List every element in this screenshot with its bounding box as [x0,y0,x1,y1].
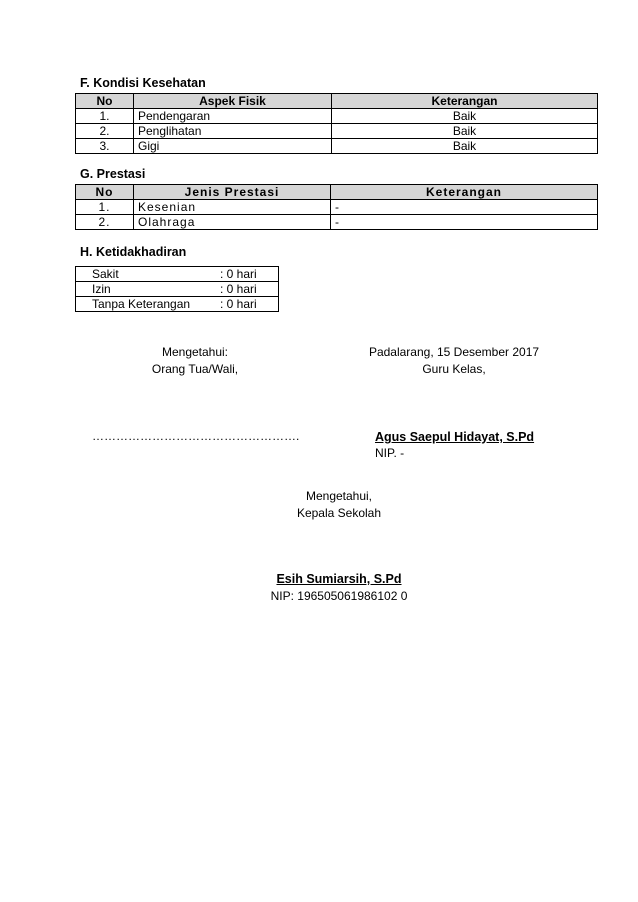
absence-label: Izin [92,282,111,296]
section-f-heading: F. Kondisi Kesehatan [80,76,206,90]
absence-value: : 0 hari [220,267,257,281]
column-header: Keterangan [331,185,598,200]
headmaster-title-line2: Kepala Sekolah [296,506,382,520]
column-header: No [76,94,134,109]
table-cell: 1. [76,200,134,215]
table-cell: Kesenian [134,200,331,215]
section-h-heading: H. Ketidakhadiran [80,245,187,259]
table-cell: - [331,215,598,230]
parent-title-line1: Mengetahui: [161,345,229,359]
health-table [75,93,598,154]
parent-title-line2: Orang Tua/Wali, [151,362,239,376]
parent-signature-block [120,344,270,378]
table-cell: Olahraga [134,215,331,230]
table-cell: Gigi [134,139,332,154]
table-cell: Pendengaran [134,109,332,124]
parent-signature-line: ……………………………………………. [92,429,300,443]
headmaster-name: Esih Sumiarsih, S.Pd [276,572,402,586]
table-row [76,282,279,297]
table-header-row [76,94,598,109]
table-row [76,200,598,215]
table-row [76,267,279,282]
table-cell: 2. [76,124,134,139]
table-row [76,124,598,139]
headmaster-title-line1: Mengetahui, [305,489,373,503]
table-row [76,139,598,154]
headmaster-name-block [239,571,439,605]
teacher-name: Agus Saepul Hidayat, S.Pd [375,430,535,444]
column-header: Jenis Prestasi [134,185,331,200]
absence-label: Sakit [92,267,119,281]
teacher-place-date: Padalarang, 15 Desember 2017 [368,345,540,359]
table-cell: Penglihatan [134,124,332,139]
table-cell: Baik [332,124,598,139]
headmaster-nip: NIP: 196505061986102 0 [270,589,408,603]
table-cell: 1. [76,109,134,124]
table-row [76,109,598,124]
table-cell: Baik [332,139,598,154]
teacher-title: Guru Kelas, [422,362,486,376]
teacher-nip: NIP. - [375,446,405,460]
column-header: Aspek Fisik [134,94,332,109]
table-cell: 2. [76,215,134,230]
table-header-row [76,185,598,200]
column-header: Keterangan [332,94,598,109]
headmaster-signature-block [259,488,419,522]
table-row [76,215,598,230]
column-header: No [76,185,134,200]
table-cell: - [331,200,598,215]
table-cell: 3. [76,139,134,154]
absence-table [75,266,279,312]
absence-label: Tanpa Keterangan [92,297,191,311]
absence-value: : 0 hari [220,282,257,296]
teacher-signature-block [362,344,546,378]
achievement-table [75,184,598,230]
absence-value: : 0 hari [220,297,257,311]
table-cell: Baik [332,109,598,124]
table-row [76,297,279,312]
section-g-heading: G. Prestasi [80,167,146,181]
